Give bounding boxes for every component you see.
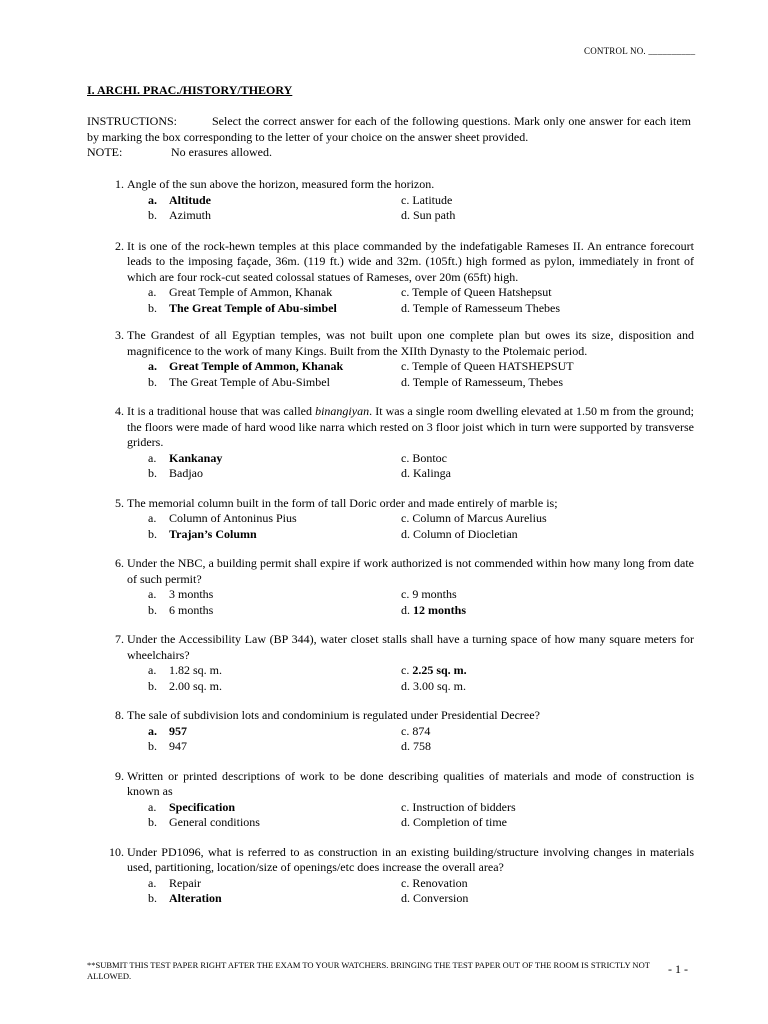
choice-c: c. 9 months bbox=[401, 587, 457, 601]
choices bbox=[127, 359, 694, 390]
choice-a: a. Altitude bbox=[148, 192, 211, 207]
choices bbox=[127, 587, 694, 618]
choice-b: b. The Great Temple of Abu-Simbel bbox=[148, 374, 330, 389]
footer-notice: **SUBMIT THIS TEST PAPER RIGHT AFTER THE EXAM TO YOUR WATCHERS. BRINGING THE TEST PAPER OUT OF THE ROOM IS STRICTLY NOT ALLOWED. bbox=[87, 960, 650, 981]
choices bbox=[127, 724, 694, 755]
choice-d: d. 758 bbox=[401, 739, 431, 753]
question-4 bbox=[104, 404, 694, 482]
choices bbox=[127, 451, 694, 482]
question-number: 7. bbox=[115, 632, 124, 646]
choice-a: a. Column of Antoninus Pius bbox=[148, 511, 297, 525]
instructions-text: Select the correct answer for each of the following questions. Mark only one answer for each item by marking the box corresponding to the letter of your choice on the answer sheet provided. bbox=[87, 114, 691, 144]
choices bbox=[127, 193, 694, 224]
question-list bbox=[104, 177, 694, 907]
question-stem: Under the Accessibility Law (BP 344), water closet stalls shall have a turning space of how many square meters for wheelchairs? bbox=[127, 632, 694, 662]
choice-a: a. 957 bbox=[148, 723, 187, 738]
choice-b: b. Trajan’s Column bbox=[148, 526, 257, 541]
choice-b: b. Badjao bbox=[148, 466, 203, 480]
choice-b: b. 6 months bbox=[148, 602, 214, 617]
choice-b: b. Azimuth bbox=[148, 208, 211, 222]
question-number: 3. bbox=[115, 328, 124, 342]
choice-d: d. 12 months bbox=[401, 602, 467, 617]
choices bbox=[127, 800, 694, 831]
question-stem: It is a traditional house that was called binangiyan. It was a single room dwelling elevated at 1.50 m from the ground; the floors were made of hard wood like narra which rested on 3 floor joist which in turn were supported by transverse griders. bbox=[127, 404, 694, 449]
choices bbox=[127, 876, 694, 907]
choice-c: c. Bontoc bbox=[401, 450, 447, 465]
section-title: I. ARCHI. PRAC./HISTORY/THEORY bbox=[87, 83, 293, 97]
choice-a: a. Great Temple of Ammon, Khanak bbox=[148, 359, 344, 373]
choice-a: a. Repair bbox=[148, 875, 201, 890]
choice-c: c. Column of Marcus Aurelius bbox=[401, 511, 547, 525]
question-number: 8. bbox=[115, 708, 124, 722]
choice-a: a. 3 months bbox=[148, 587, 214, 601]
question-number: 6. bbox=[115, 556, 124, 570]
question-stem: Under PD1096, what is referred to as construction in an existing building/structure involving changes in materials used, partitioning, location/size of openings/etc does increase the overall area? bbox=[127, 844, 694, 874]
choices bbox=[127, 663, 694, 694]
choice-d: d. Conversion bbox=[401, 891, 469, 905]
question-number: 2. bbox=[115, 238, 124, 253]
choice-d: d. Temple of Ramesseum, Thebes bbox=[401, 374, 564, 389]
question-stem: It is one of the rock-hewn temples at this place commanded by the indefatigable Rameses II. An entrance forecourt leads to the imposing façade, 36m. (119 ft.) wide and 32m. (105ft.) high formed as pylon, immediately in front of which are four rock-cut seated colossal statues of Rameses, over 20m (65ft) high. bbox=[127, 238, 694, 284]
page-number: - 1 - bbox=[668, 962, 688, 976]
question-stem: Written or printed descriptions of work to be done describing qualities of materials and mode of construction is known as bbox=[127, 768, 694, 798]
question-1 bbox=[104, 177, 694, 224]
choice-b: b. 947 bbox=[148, 739, 187, 753]
choices bbox=[127, 285, 694, 316]
choice-c: c. Latitude bbox=[401, 192, 453, 207]
question-6 bbox=[104, 556, 694, 618]
choice-d: d. 3.00 sq. m. bbox=[401, 678, 467, 693]
question-3 bbox=[104, 328, 694, 390]
question-number: 9. bbox=[115, 768, 124, 783]
question-10 bbox=[104, 845, 694, 907]
choice-c: c. Instruction of bidders bbox=[401, 799, 516, 814]
question-9 bbox=[104, 769, 694, 831]
question-stem: The memorial column built in the form of tall Doric order and made entirely of marble is; bbox=[127, 495, 558, 510]
choice-c: c. Renovation bbox=[401, 875, 468, 890]
choice-a: a. Specification bbox=[148, 799, 235, 814]
choice-c: c. Temple of Queen Hatshepsut bbox=[401, 285, 552, 299]
choice-a: a. 1.82 sq. m. bbox=[148, 663, 223, 677]
question-2 bbox=[104, 239, 694, 317]
question-number: 10. bbox=[109, 844, 124, 859]
question-stem: Angle of the sun above the horizon, measured form the horizon. bbox=[127, 177, 435, 191]
choice-c: c. 2.25 sq. m. bbox=[401, 663, 467, 677]
choice-d: d. Column of Diocletian bbox=[401, 526, 518, 541]
choice-a: a. Great Temple of Ammon, Khanak bbox=[148, 285, 333, 299]
instructions bbox=[87, 114, 691, 145]
choices bbox=[127, 511, 694, 542]
instructions-label: INSTRUCTIONS: bbox=[87, 114, 178, 128]
choice-b: b. Alteration bbox=[148, 891, 222, 905]
choice-b: b. The Great Temple of Abu-simbel bbox=[148, 300, 337, 315]
choice-d: d. Kalinga bbox=[401, 466, 451, 480]
choice-b: b. General conditions bbox=[148, 815, 260, 829]
choice-d: d. Completion of time bbox=[401, 815, 507, 829]
note bbox=[87, 145, 272, 161]
control-number: CONTROL NO. __________ bbox=[584, 46, 696, 56]
choice-c: c. Temple of Queen HATSHEPSUT bbox=[401, 359, 574, 373]
question-stem: The Grandest of all Egyptian temples, was not built upon one complete plan but owes its size, disposition and magnificence to the work of many Kings. Built from the XIIth Dynasty to the Ptolemaic period. bbox=[127, 328, 694, 358]
question-stem: Under the NBC, a building permit shall expire if work authorized is not commended within how many long from date of such permit? bbox=[127, 556, 694, 586]
note-label: NOTE: bbox=[87, 145, 123, 159]
note-text: No erasures allowed. bbox=[171, 145, 272, 159]
question-5 bbox=[104, 496, 694, 543]
question-number: 1. bbox=[115, 177, 124, 191]
choice-d: d. Sun path bbox=[401, 208, 456, 222]
question-8 bbox=[104, 708, 694, 755]
choice-c: c. 874 bbox=[401, 723, 431, 738]
choice-b: b. 2.00 sq. m. bbox=[148, 678, 223, 693]
question-number: 4. bbox=[115, 404, 124, 418]
question-7 bbox=[104, 632, 694, 694]
question-number: 5. bbox=[115, 495, 124, 510]
choice-a: a. Kankanay bbox=[148, 450, 223, 465]
question-stem: The sale of subdivision lots and condominium is regulated under Presidential Decree? bbox=[127, 708, 540, 722]
choice-d: d. Temple of Ramesseum Thebes bbox=[401, 300, 561, 315]
